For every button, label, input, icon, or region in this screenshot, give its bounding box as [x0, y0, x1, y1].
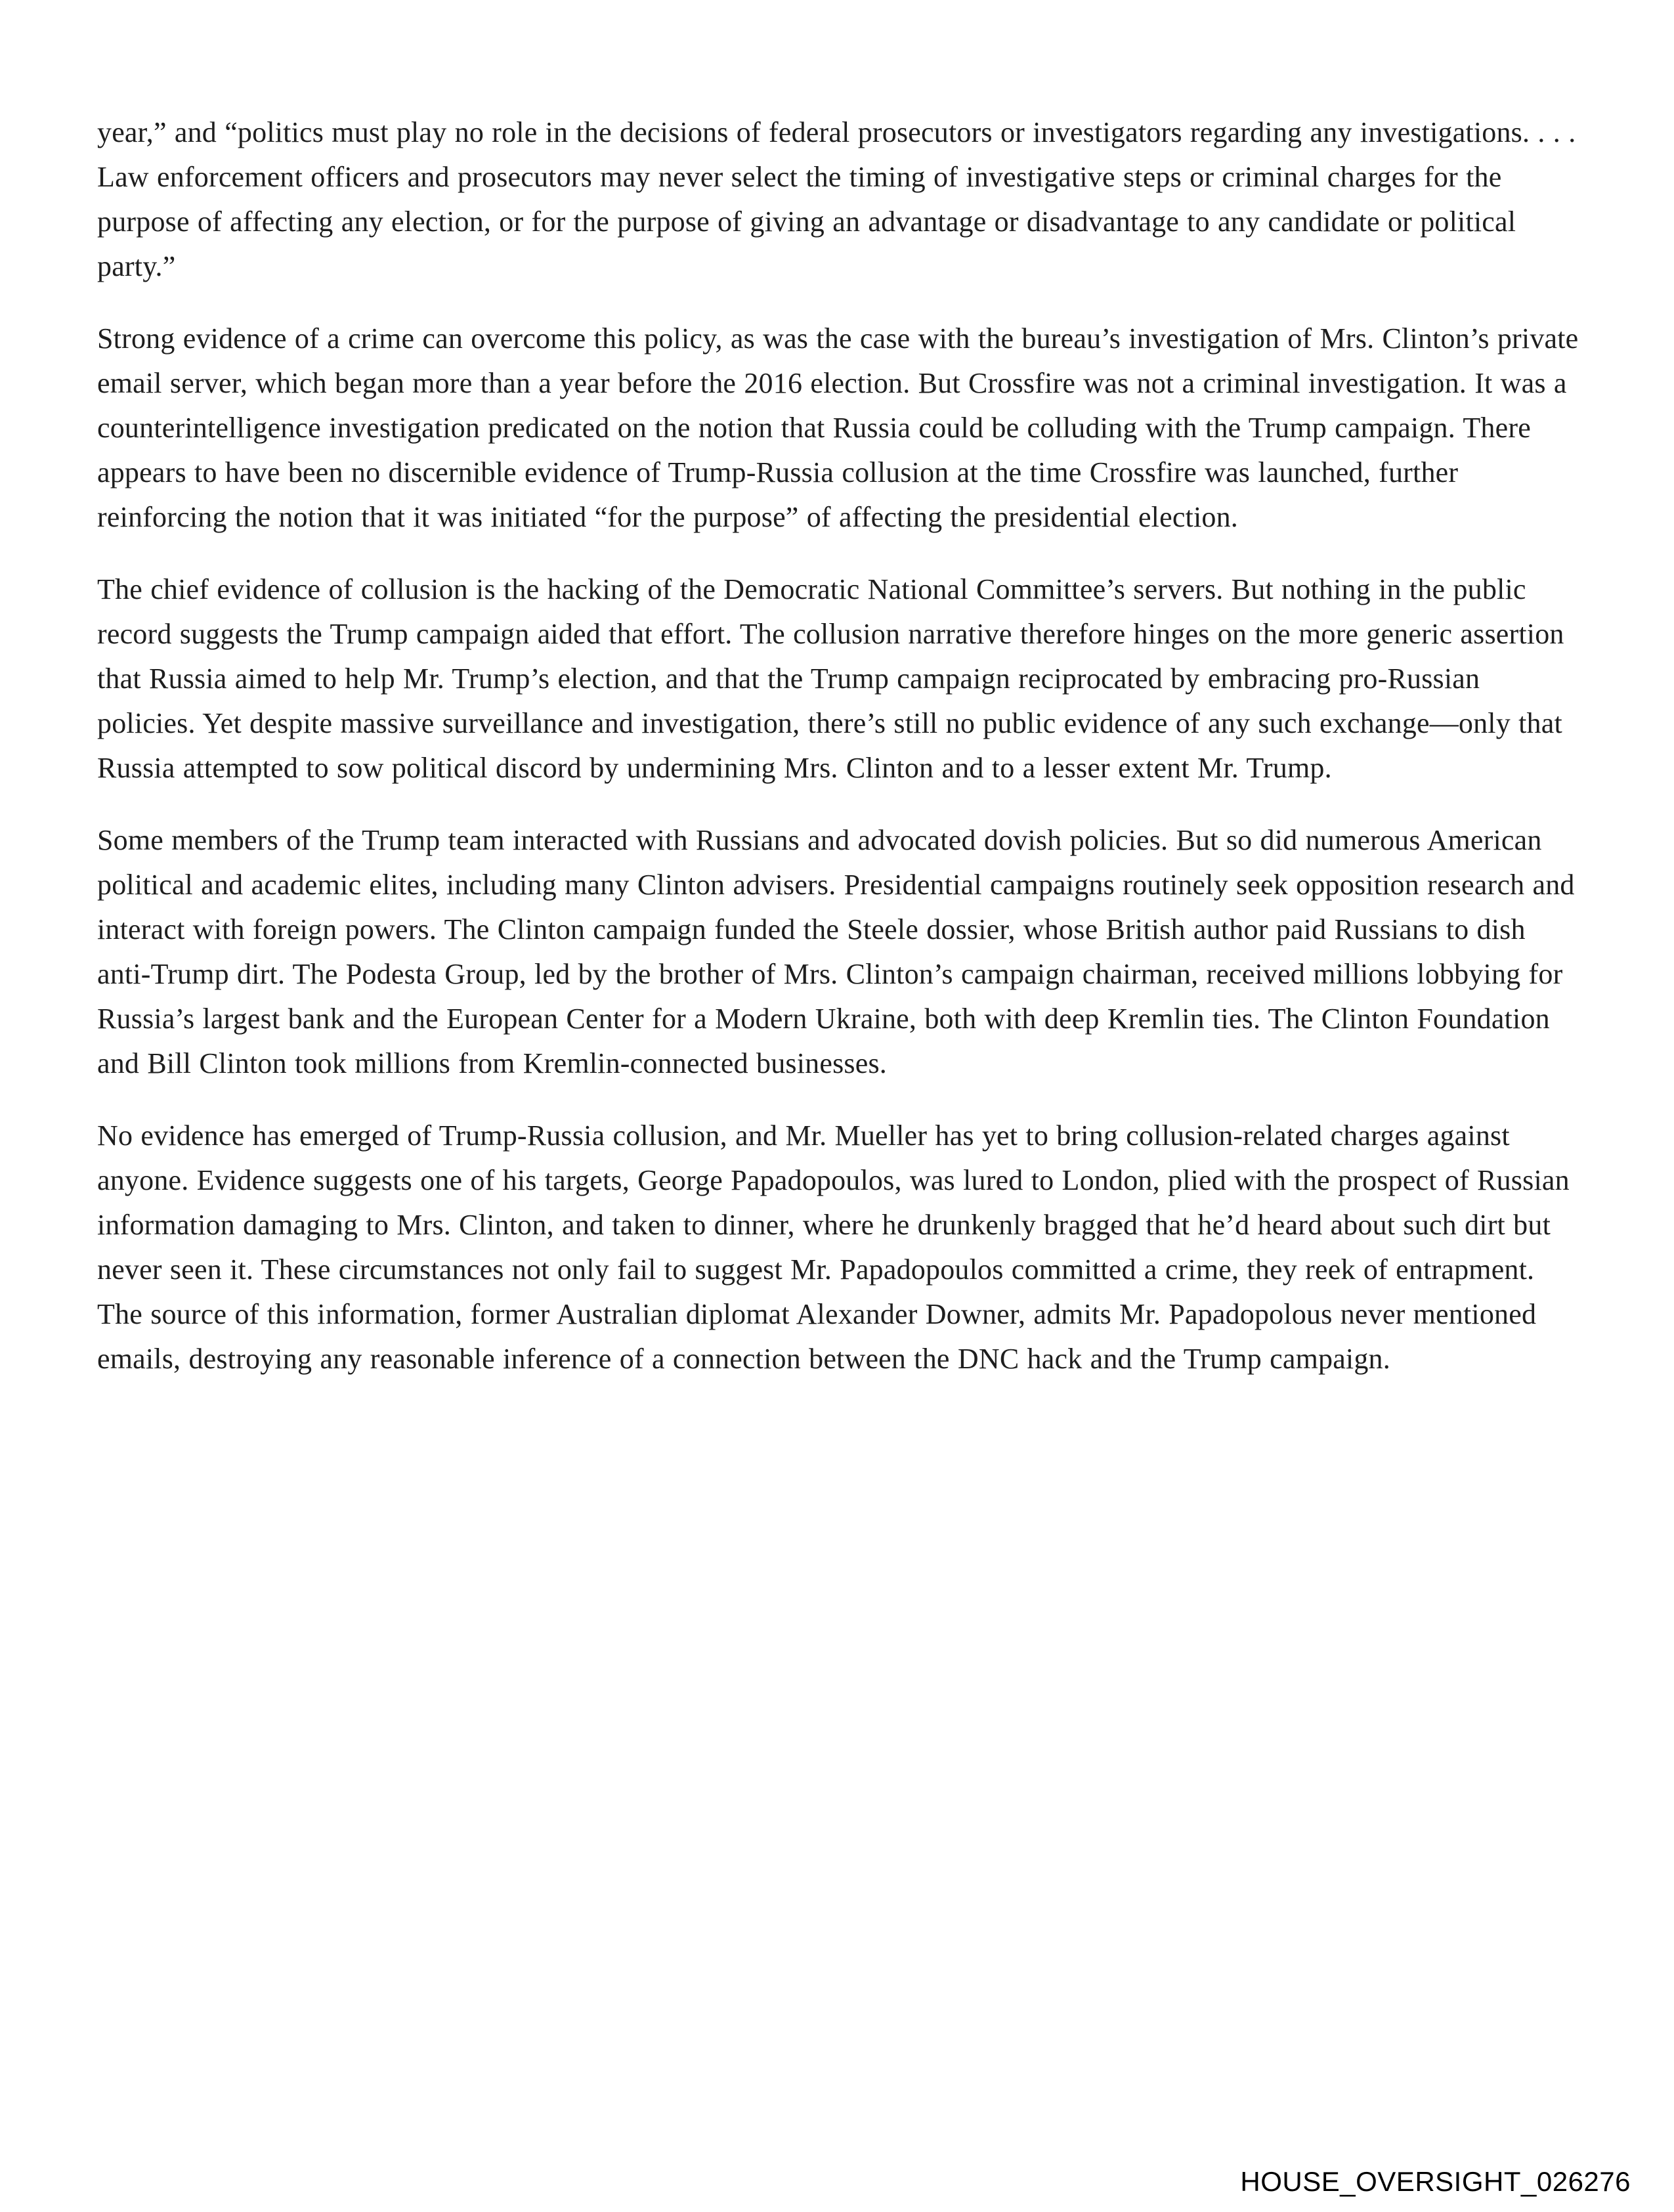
- paragraph-4: Some members of the Trump team interacted with Russians and advocated dovish policies. But so did numerous American political and academic elites, including many Clinton advisers. Presidential campaigns routinely seek opposition research and interact with foreign powers. The Clinton campaign funded the Steele dossier, whose British author paid Russians to dish anti-Trump dirt. The Podesta Group, led by the brother of Mrs. Clinton’s campaign chairman, received millions lobbying for Russia’s largest bank and the European Center for a Modern Ukraine, both with deep Kremlin ties. The Clinton Foundation and Bill Clinton took millions from Kremlin-connected businesses.: [97, 824, 1575, 1079]
- paragraph-2: Strong evidence of a crime can overcome this policy, as was the case with the bureau’s investigation of Mrs. Clinton’s private email server, which began more than a year before the 2016 election. But Crossfire was not a criminal investigation. It was a counterintelligence investigation predicated on the notion that Russia could be colluding with the Trump campaign. There appears to have been no discernible evidence of Trump-Russia collusion at the time Crossfire was launched, further reinforcing the notion that it was initiated “for the purpose” of affecting the presidential election.: [97, 322, 1579, 533]
- document-body: [97, 110, 1584, 1409]
- paragraph-5: No evidence has emerged of Trump-Russia collusion, and Mr. Mueller has yet to bring collusion-related charges against anyone. Evidence suggests one of his targets, George Papadopoulos, was lured to London, plied with the prospect of Russian information damaging to Mrs. Clinton, and taken to dinner, where he drunkenly bragged that he’d heard about such dirt but never seen it. These circumstances not only fail to suggest Mr. Papadopoulos committed a crime, they reek of entrapment. The source of this information, former Australian diplomat Alexander Downer, admits Mr. Papadopolous never mentioned emails, destroying any reasonable inference of a connection between the DNC hack and the Trump campaign.: [97, 1119, 1570, 1375]
- paragraph-1: year,” and “politics must play no role in the decisions of federal prosecutors or investigators regarding any investigations. . . . Law enforcement officers and prosecutors may never select the timing of investigative steps or criminal charges for the purpose of affecting any election, or for the purpose of giving an advantage or disadvantage to any candidate or political party.”: [97, 116, 1576, 282]
- paragraph-3: The chief evidence of collusion is the hacking of the Democratic National Committee’s servers. But nothing in the public record suggests the Trump campaign aided that effort. The collusion narrative therefore hinges on the more generic assertion that Russia aimed to help Mr. Trump’s election, and that the Trump campaign reciprocated by embracing pro-Russian policies. Yet despite massive surveillance and investigation, there’s still no public evidence of any such exchange—only that Russia attempted to sow political discord by undermining Mrs. Clinton and to a lesser extent Mr. Trump.: [97, 573, 1564, 784]
- bates-stamp: HOUSE_OVERSIGHT_026276: [1240, 2166, 1631, 2197]
